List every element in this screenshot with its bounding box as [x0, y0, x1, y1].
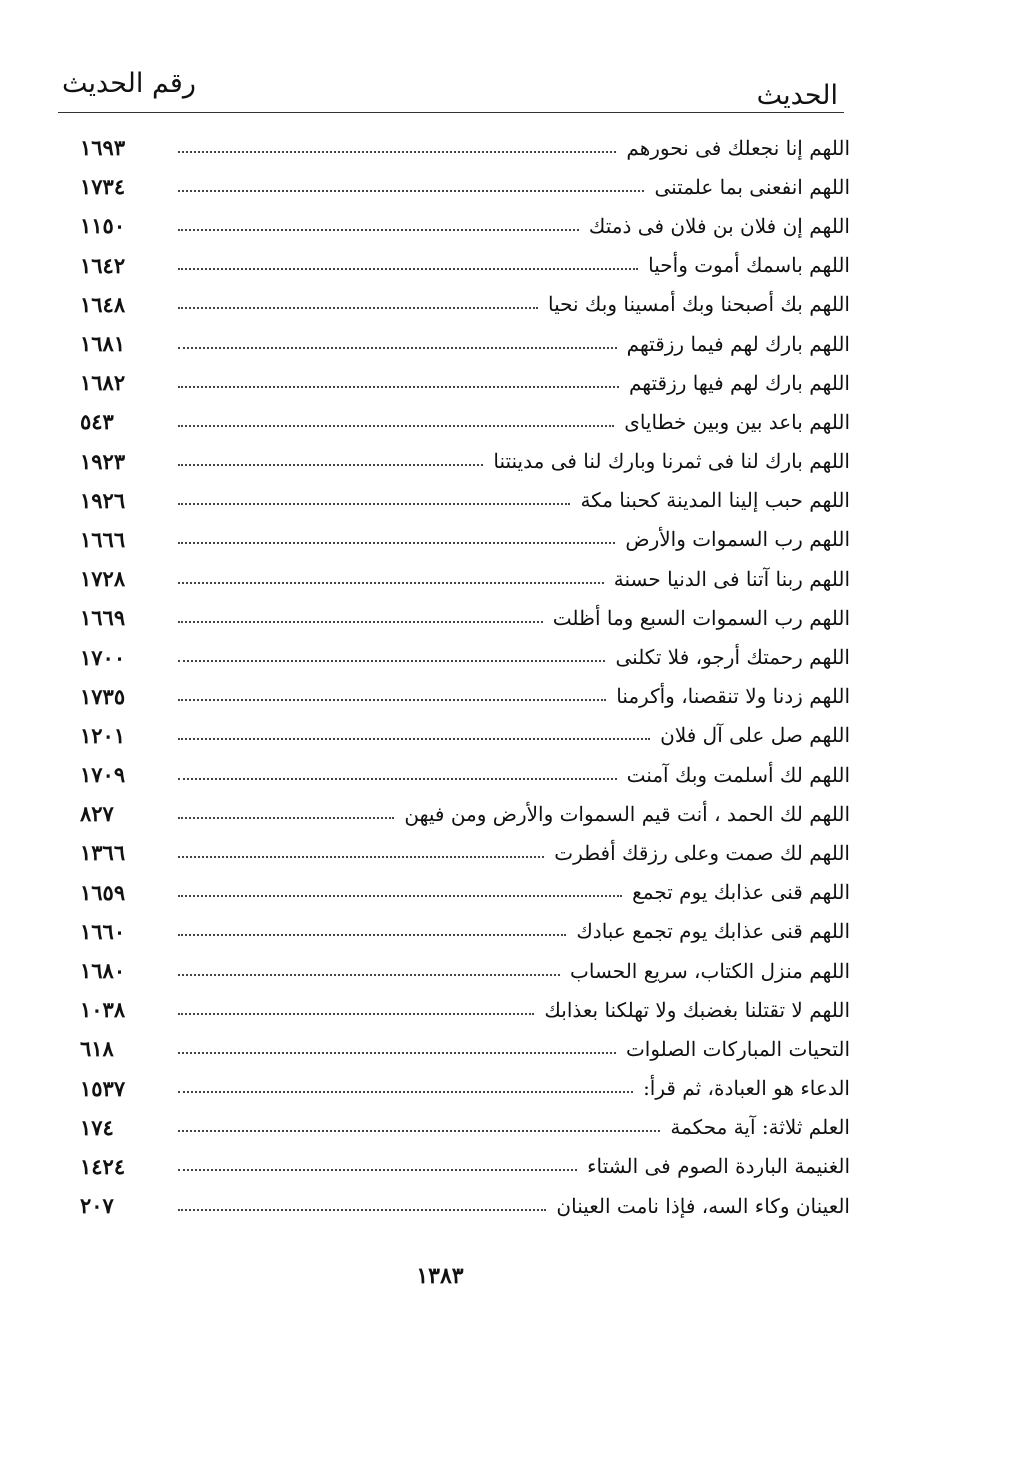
- index-entry: [80, 1069, 850, 1108]
- leader-dots: [178, 1052, 616, 1054]
- hadith-text: اللهم لك صمت وعلى رزقك أفطرت: [554, 840, 850, 865]
- leader-dots: [178, 778, 617, 780]
- leader-dots: [178, 464, 483, 466]
- leader-dots: [178, 621, 543, 623]
- hadith-number: ١٧٢٨: [80, 566, 126, 592]
- header-hadith-title: الحديث: [756, 80, 838, 111]
- hadith-text: اللهم لك أسلمت وبك آمنت: [626, 762, 850, 787]
- index-entry: [80, 285, 850, 324]
- header-divider: [58, 112, 844, 113]
- hadith-number: ٨٢٧: [80, 801, 114, 827]
- hadith-number: ١٧٠٩: [80, 762, 126, 788]
- leader-dots: [178, 1013, 534, 1015]
- leader-dots: [178, 699, 606, 701]
- hadith-number: ١٣٦٦: [80, 840, 126, 866]
- leader-dots: [178, 229, 579, 231]
- hadith-number: ١١٥٠: [80, 213, 126, 239]
- hadith-number: ١٦٦٩: [80, 605, 126, 631]
- leader-dots: [178, 895, 622, 897]
- header-hadith-number-title: رقم الحديث: [62, 68, 196, 99]
- page-number: ١٣٨٣: [416, 1263, 464, 1289]
- index-entry: [80, 520, 850, 559]
- hadith-index-list: [80, 128, 850, 1225]
- hadith-text: اللهم إن فلان بن فلان فى ذمتك: [588, 213, 850, 238]
- index-entry: [80, 402, 850, 441]
- leader-dots: [178, 1091, 633, 1093]
- leader-dots: [178, 660, 605, 662]
- hadith-text: اللهم إنا نجعلك فى نحورهم: [626, 135, 850, 160]
- index-entry: [80, 677, 850, 716]
- hadith-text: اللهم باعد بين وبين خطاياى: [624, 409, 850, 434]
- index-entry: [80, 1147, 850, 1186]
- hadith-number: ١٦٨٢: [80, 370, 126, 396]
- index-entry: [80, 833, 850, 872]
- hadith-number: ١٩٢٦: [80, 487, 126, 513]
- hadith-text: اللهم رب السموات السبع وما أظلت: [552, 605, 850, 630]
- hadith-number: ١٦٥٩: [80, 879, 126, 905]
- hadith-text: الدعاء هو العبادة، ثم قرأ:: [643, 1076, 850, 1101]
- hadith-text: اللهم باسمك أموت وأحيا: [648, 253, 850, 278]
- hadith-number: ١٧٤: [80, 1114, 114, 1140]
- index-entry: [80, 716, 850, 755]
- index-entry: [80, 1186, 850, 1225]
- index-entry: [80, 755, 850, 794]
- hadith-number: ٥٤٣: [80, 409, 114, 435]
- index-entry: [80, 598, 850, 637]
- hadith-number: ١٥٣٧: [80, 1075, 126, 1101]
- leader-dots: [178, 307, 538, 309]
- index-entry: [80, 481, 850, 520]
- leader-dots: [178, 1169, 577, 1171]
- hadith-text: اللهم بك أصبحنا وبك أمسينا وبك نحيا: [547, 292, 850, 317]
- hadith-text: اللهم صل على آل فلان: [660, 723, 850, 748]
- leader-dots: [178, 268, 638, 270]
- hadith-text: العينان وكاء السه، فإذا نامت العينان: [556, 1193, 850, 1218]
- leader-dots: [178, 151, 616, 153]
- index-entry: [80, 324, 850, 363]
- hadith-number: ١٦٦٦: [80, 526, 126, 552]
- index-entry: [80, 442, 850, 481]
- index-entry: [80, 990, 850, 1029]
- leader-dots: [178, 542, 615, 544]
- hadith-text: اللهم قنى عذابك يوم تجمع عبادك: [576, 919, 850, 944]
- hadith-number: ٢٠٧: [80, 1193, 114, 1219]
- hadith-number: ١٢٠١: [80, 722, 126, 748]
- leader-dots: [178, 190, 644, 192]
- hadith-text: اللهم رحمتك أرجو، فلا تكلنى: [615, 645, 850, 670]
- leader-dots: [178, 738, 650, 740]
- hadith-number: ١٦٨١: [80, 331, 126, 357]
- leader-dots: [178, 856, 544, 858]
- hadith-text: اللهم بارك لهم فيها رزقتهم: [628, 370, 850, 395]
- hadith-text: اللهم انفعنى بما علمتنى: [654, 174, 850, 199]
- hadith-number: ٦١٨: [80, 1036, 114, 1062]
- hadith-number: ١٦٤٢: [80, 252, 126, 278]
- index-entry: [80, 912, 850, 951]
- index-entry: [80, 637, 850, 676]
- hadith-number: ١٦٦٠: [80, 918, 126, 944]
- hadith-text: اللهم ربنا آتنا فى الدنيا حسنة: [613, 566, 850, 591]
- index-entry: [80, 128, 850, 167]
- hadith-text: اللهم منزل الكتاب، سريع الحساب: [570, 958, 850, 983]
- leader-dots: [178, 582, 604, 584]
- hadith-number: ١٦٨٠: [80, 958, 126, 984]
- hadith-text: اللهم بارك لنا فى ثمرنا وبارك لنا فى مدينتنا: [493, 449, 850, 474]
- hadith-text: اللهم لك الحمد ، أنت قيم السموات والأرض ومن فيهن: [404, 801, 850, 826]
- leader-dots: [178, 386, 619, 388]
- index-entry: [80, 873, 850, 912]
- hadith-number: ١٠٣٨: [80, 997, 126, 1023]
- hadith-text: اللهم قنى عذابك يوم تجمع: [632, 880, 850, 905]
- leader-dots: [178, 1209, 546, 1211]
- index-entry: [80, 206, 850, 245]
- hadith-text: العلم ثلاثة: آية محكمة: [670, 1115, 850, 1140]
- hadith-text: التحيات المباركات الصلوات: [625, 1036, 850, 1061]
- index-entry: [80, 363, 850, 402]
- index-entry: [80, 246, 850, 285]
- hadith-text: اللهم بارك لهم فيما رزقتهم: [626, 331, 850, 356]
- hadith-text: اللهم حبب إلينا المدينة كحبنا مكة: [580, 488, 850, 513]
- index-entry: [80, 1029, 850, 1068]
- index-entry: [80, 1108, 850, 1147]
- hadith-number: ١٦٤٨: [80, 291, 126, 317]
- hadith-number: ١٦٩٣: [80, 135, 126, 161]
- index-entry: [80, 794, 850, 833]
- index-entry: [80, 951, 850, 990]
- hadith-number: ١٧٠٠: [80, 644, 126, 670]
- leader-dots: [178, 347, 617, 349]
- index-entry: [80, 559, 850, 598]
- hadith-text: اللهم رب السموات والأرض: [625, 527, 850, 552]
- leader-dots: [178, 503, 570, 505]
- leader-dots: [178, 817, 394, 819]
- hadith-text: اللهم لا تقتلنا بغضبك ولا تهلكنا بعذابك: [544, 997, 850, 1022]
- hadith-text: الغنيمة الباردة الصوم فى الشتاء: [587, 1154, 850, 1179]
- hadith-number: ١٤٢٤: [80, 1153, 126, 1179]
- leader-dots: [178, 425, 614, 427]
- leader-dots: [178, 974, 560, 976]
- hadith-number: ١٧٣٤: [80, 174, 126, 200]
- hadith-number: ١٧٣٥: [80, 683, 126, 709]
- leader-dots: [178, 934, 566, 936]
- index-entry: [80, 167, 850, 206]
- hadith-text: اللهم زدنا ولا تنقصنا، وأكرمنا: [616, 684, 850, 709]
- leader-dots: [178, 1130, 660, 1132]
- hadith-number: ١٩٢٣: [80, 448, 126, 474]
